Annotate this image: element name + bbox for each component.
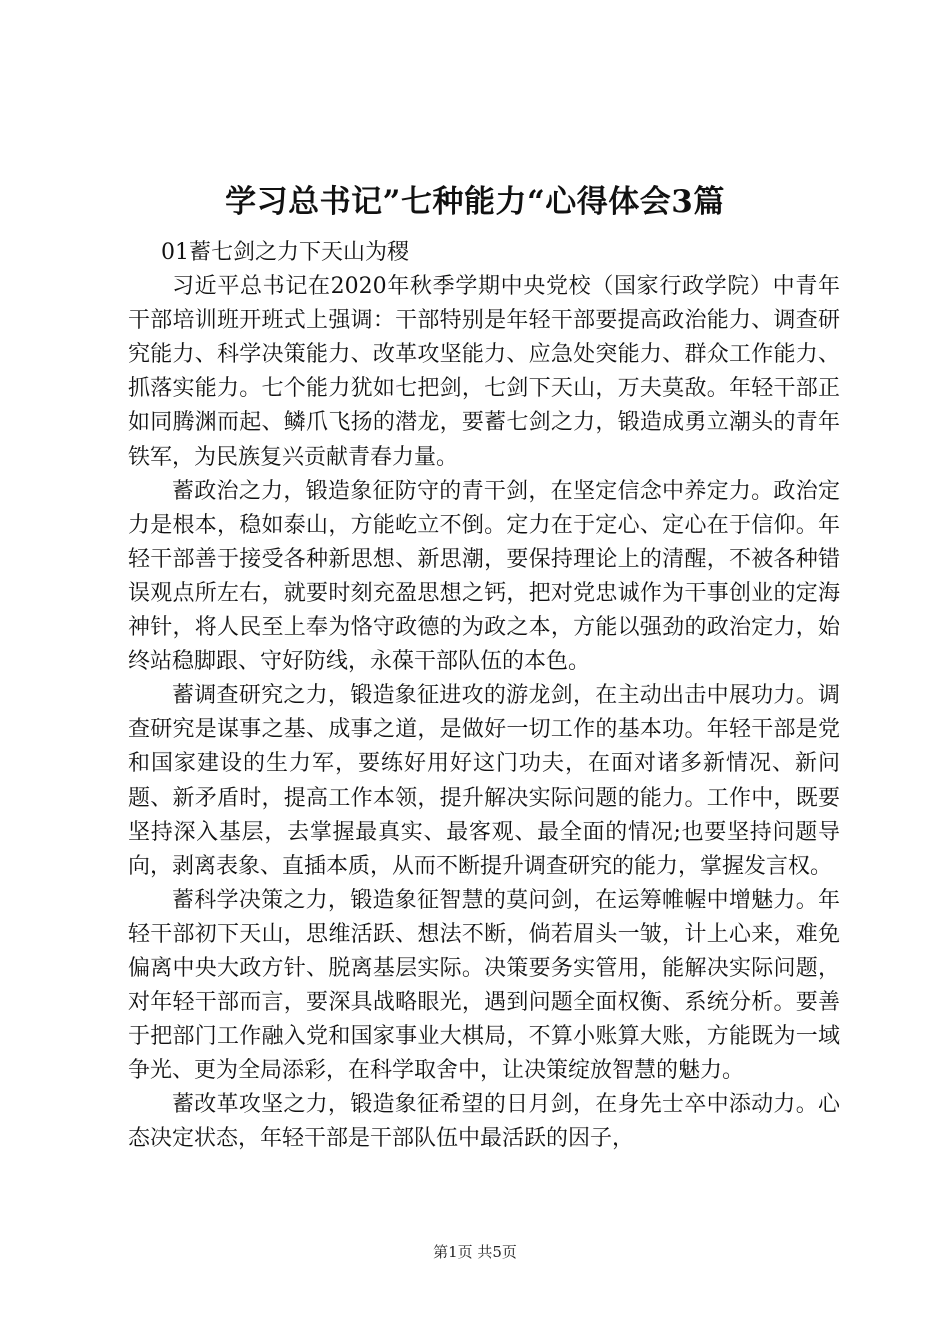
- page-footer: 第1页 共5页: [433, 1243, 517, 1261]
- paragraph-3: 蓄调查研究之力，锻造象征进攻的游龙剑，在主动出击中展功力。调查研究是谋事之基、成事之道，是做好一切工作的基本功。年轻干部是党和国家建设的生力军，要练好用好这门功夫，在面对诸多新情况、新问题、新矛盾时，提高工作本领，提升解决实际问题的能力。工作中，既要坚持深入基层，去掌握最真实、最客观、最全面的情况;也要坚持问题导向，剥离表象、直插本质，从而不断提升调查研究的能力，掌握发言权。: [128, 683, 840, 879]
- paragraph-5: 蓄改革攻坚之力，锻造象征希望的日月剑，在身先士卒中添动力。心态决定状态，年轻干部是干部队伍中最活跃的因子，: [128, 1092, 840, 1152]
- paragraph-2: 蓄政治之力，锻造象征防守的青干剑，在坚定信念中养定力。政治定力是根本，稳如泰山，方能屹立不倒。定力在于定心、定心在于信仰。年轻干部善于接受各种新思想、新思潮，要保持理论上的清醒，不被各种错误观点所左右，就要时刻充盈思想之钙，把对党忠诚作为干事创业的定海神针，将人民至上奉为恪守政德的为政之本，方能以强劲的政治定力，始终站稳脚跟、守好防线，永葆干部队伍的本色。: [128, 478, 840, 675]
- document-title: 学习总书记”七种能力“心得体会3篇: [225, 184, 725, 220]
- section-heading: 01蓄七剑之力下天山为稷: [161, 240, 409, 265]
- document-body: [128, 236, 840, 1157]
- paragraph-1: 习近平总书记在2020年秋季学期中央党校（国家行政学院）中青年干部培训班开班式上强调：干部特别是年轻干部要提高政治能力、调查研究能力、科学决策能力、改革攻坚能力、应急处突能力、群众工作能力、抓落实能力。七个能力犹如七把剑，七剑下天山，万夫莫敌。年轻干部正如同腾渊而起、鳞爪飞扬的潜龙，要蓄七剑之力，锻造成勇立潮头的青年铁军，为民族复兴贡献青春力量。: [128, 274, 840, 470]
- paragraph-4: 蓄科学决策之力，锻造象征智慧的莫问剑，在运筹帷幄中增魅力。年轻干部初下天山，思维活跃、想法不断，倘若眉头一皱，计上心来，难免偏离中央大政方针、脱离基层实际。决策要务实管用，能解决实际问题，对年轻干部而言，要深具战略眼光，遇到问题全面权衡、系统分析。要善于把部门工作融入党和国家事业大棋局，不算小账算大账，方能既为一域争光、更为全局添彩，在科学取舍中，让决策绽放智慧的魅力。: [128, 887, 840, 1084]
